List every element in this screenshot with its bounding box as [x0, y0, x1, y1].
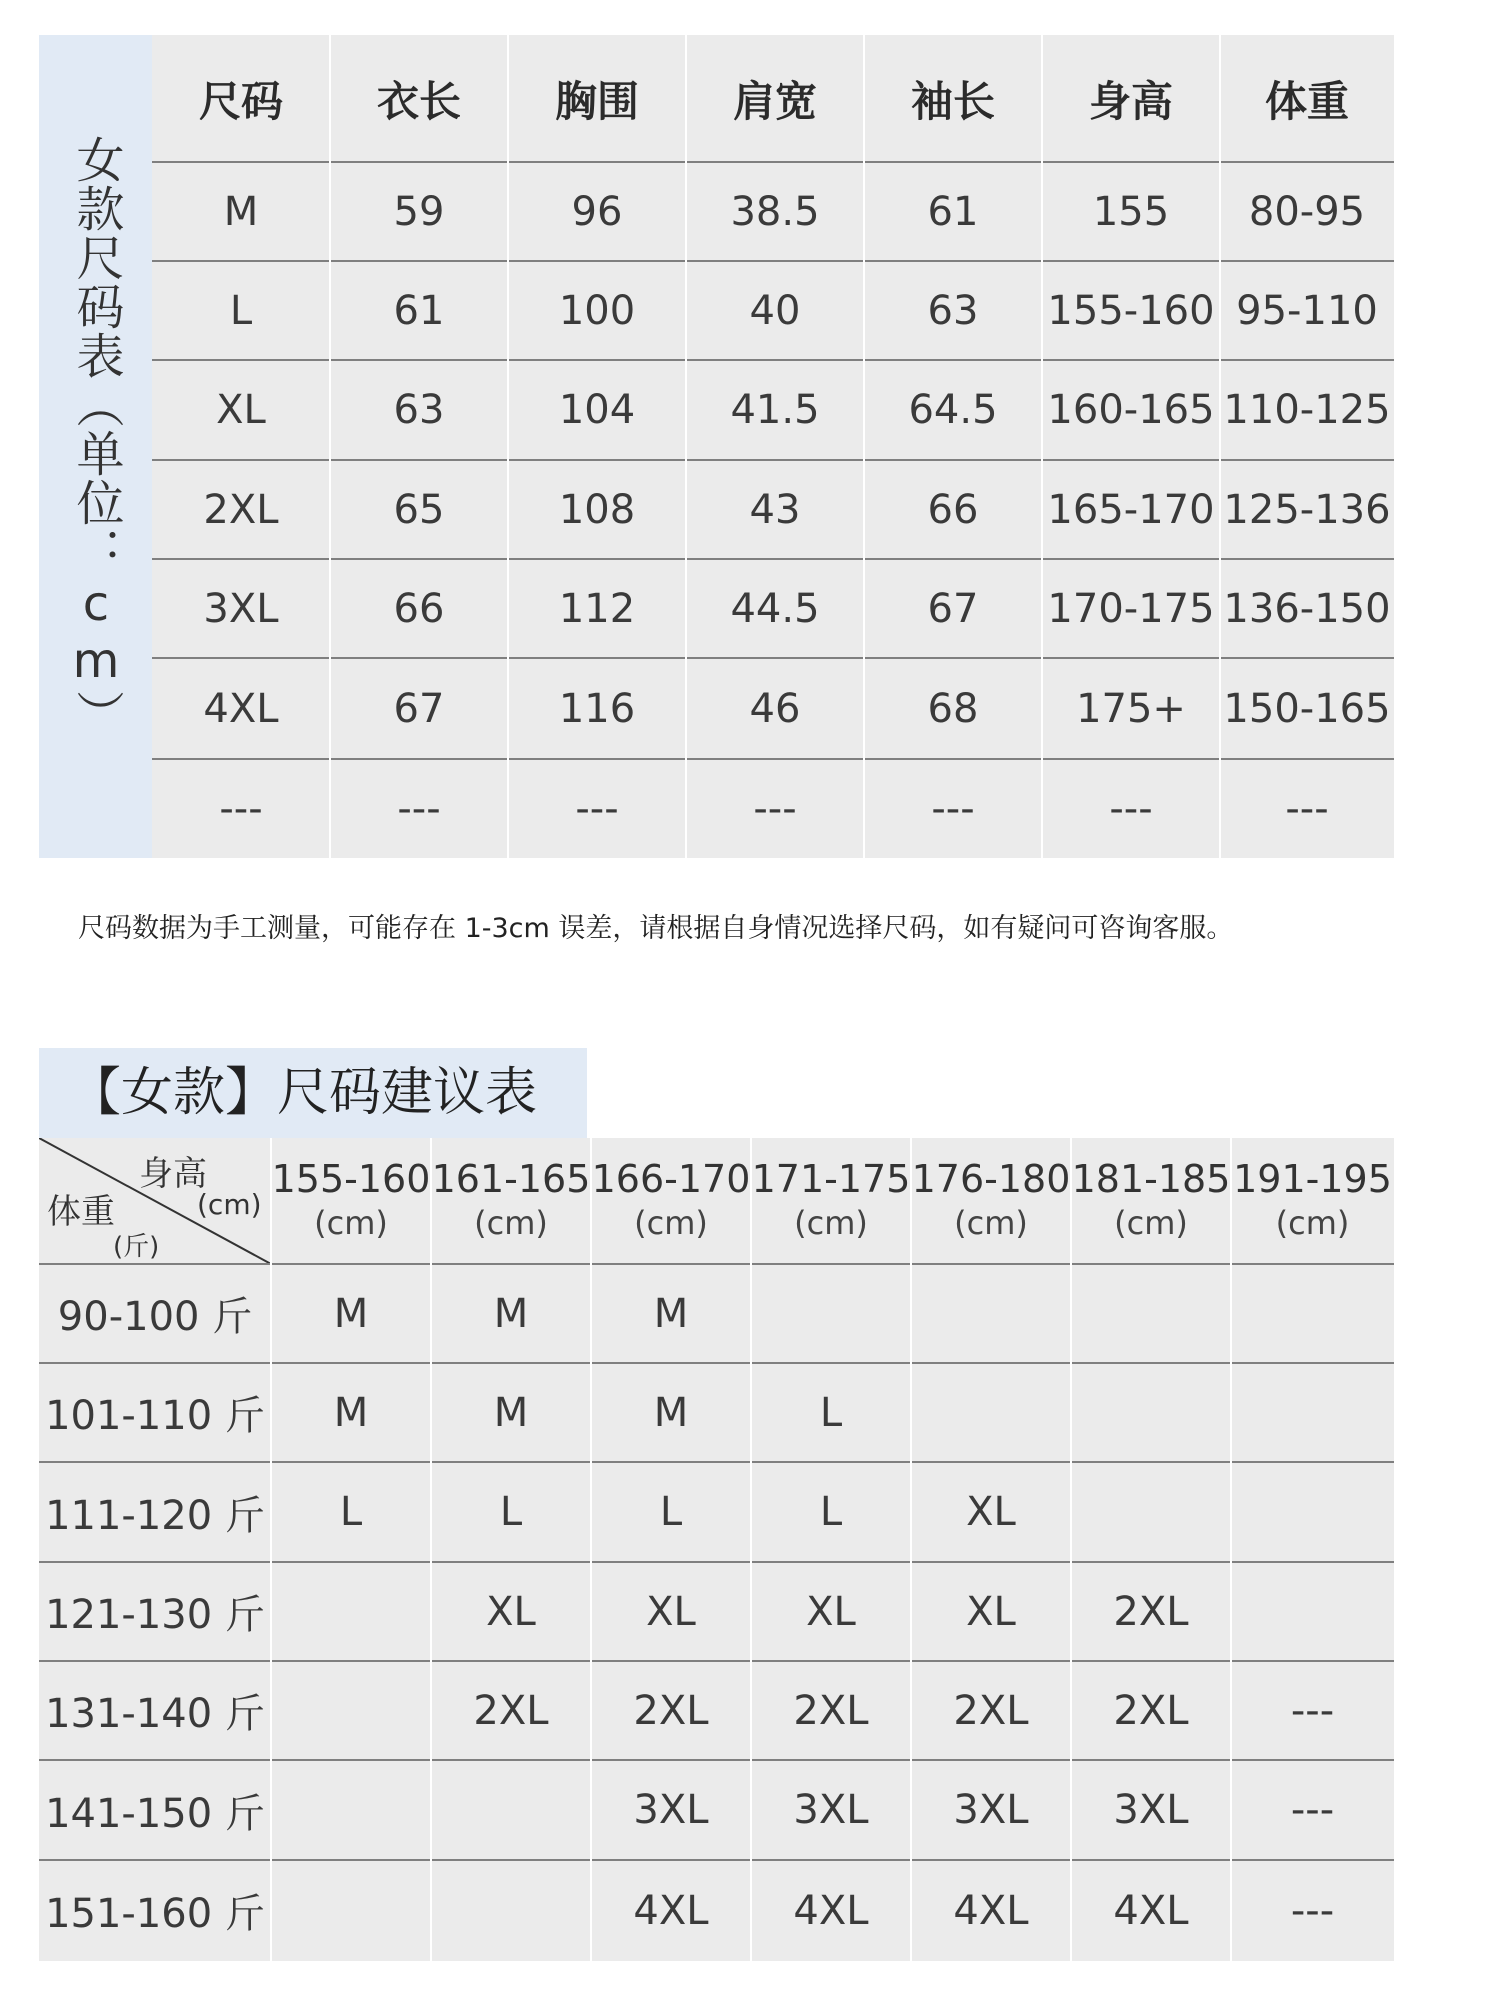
weight-row-label: 121-130 斤 — [45, 1592, 265, 1638]
row-divider — [152, 657, 1394, 659]
size-chart-cell: 170-175 — [1047, 585, 1215, 632]
recommended-size-cell: --- — [1290, 1787, 1335, 1833]
size-chart-cell: 165-170 — [1047, 486, 1215, 533]
size-chart-cell: 155-160 — [1047, 287, 1215, 334]
corner-weight-label: 体重 — [47, 1192, 115, 1232]
recommended-size-cell — [271, 1860, 431, 1961]
size-chart-cell: 63 — [927, 287, 979, 334]
height-column-header — [751, 1138, 911, 1264]
size-chart-cell: 40 — [749, 287, 801, 334]
column-divider — [329, 35, 331, 858]
size-chart-table — [39, 35, 1394, 858]
size-chart-cell: 80-95 — [1248, 188, 1366, 235]
size-chart-cell: XL — [216, 387, 266, 433]
column-divider — [863, 35, 865, 858]
size-chart-grid — [152, 35, 1394, 858]
corner-height-label: 身高 — [139, 1154, 207, 1194]
size-chart-cell: --- — [1285, 785, 1329, 832]
column-divider — [1230, 1138, 1232, 1961]
column-divider — [507, 35, 509, 858]
size-chart-cell: 46 — [749, 685, 801, 732]
recommended-size-cell: --- — [1290, 1887, 1335, 1934]
weight-row-label: 151-160 斤 — [45, 1891, 265, 1937]
weight-row-label: 141-150 斤 — [45, 1790, 265, 1837]
recommended-size-cell: 2XL — [1113, 1687, 1189, 1734]
measurement-note: 尺码数据为手工测量，可能存在 1-3cm 误差，请根据自身情况选择尺码，如有疑问可咨询客服。 — [78, 913, 1234, 944]
recommended-size-cell — [1071, 1462, 1231, 1562]
recommended-size-cell: 2XL — [953, 1687, 1029, 1734]
height-range: 171-175 — [751, 1157, 911, 1201]
size-chart-cell: 68 — [927, 685, 979, 732]
height-column-header — [591, 1138, 751, 1264]
recommendation-title-bar — [39, 1048, 587, 1138]
weight-row-label: 90-100 斤 — [57, 1294, 253, 1340]
row-divider — [39, 1461, 1394, 1463]
recommended-size-cell: XL — [966, 1489, 1016, 1535]
size-chart-cell: 96 — [571, 188, 623, 235]
size-chart-cell: 160-165 — [1047, 387, 1215, 433]
height-unit: (cm) — [474, 1204, 548, 1242]
recommended-size-cell — [271, 1661, 431, 1760]
recommended-size-cell: 4XL — [633, 1887, 709, 1934]
size-chart-cell: M — [223, 188, 259, 235]
size-chart-header-cell: 袖长 — [910, 76, 995, 126]
size-chart-cell: 155 — [1092, 188, 1170, 235]
weight-row-label: 131-140 斤 — [45, 1691, 265, 1737]
recommended-size-cell: XL — [486, 1588, 536, 1635]
row-divider — [39, 1660, 1394, 1662]
size-chart-cell: 61 — [927, 188, 979, 235]
recommended-size-cell — [751, 1264, 911, 1363]
size-chart-cell: 100 — [558, 287, 636, 334]
recommended-size-cell: 3XL — [793, 1787, 869, 1833]
column-divider — [750, 1138, 752, 1961]
recommended-size-cell — [431, 1860, 591, 1961]
row-divider — [152, 161, 1394, 163]
size-chart-cell: 66 — [927, 486, 979, 533]
column-divider — [270, 1138, 272, 1961]
recommended-size-cell: 2XL — [1113, 1588, 1189, 1635]
size-chart-cell: --- — [931, 785, 975, 832]
height-range: 155-160 — [271, 1157, 431, 1201]
size-chart-cell: 67 — [393, 685, 445, 732]
size-chart-cell: L — [229, 287, 253, 334]
size-chart-side-panel — [39, 35, 152, 858]
recommendation-title: 【女款】尺码建议表 — [69, 1063, 538, 1123]
size-chart-cell: 2XL — [203, 486, 279, 533]
size-chart-cell: 150-165 — [1223, 685, 1391, 732]
recommended-size-cell: 3XL — [953, 1787, 1029, 1833]
column-divider — [1219, 35, 1221, 858]
size-chart-cell: --- — [575, 785, 619, 832]
height-column-header — [1071, 1138, 1231, 1264]
height-unit: (cm) — [1275, 1204, 1350, 1242]
row-divider — [152, 359, 1394, 361]
recommended-size-cell: M — [493, 1389, 529, 1436]
recommended-size-cell: M — [333, 1290, 369, 1337]
recommended-size-cell: M — [333, 1389, 369, 1436]
recommended-size-cell: L — [339, 1489, 363, 1535]
height-unit: (cm) — [954, 1204, 1028, 1242]
size-chart-cell: 63 — [393, 387, 445, 433]
recommended-size-cell: 2XL — [633, 1687, 709, 1734]
size-chart-cell: 136-150 — [1223, 585, 1391, 632]
row-divider — [152, 758, 1394, 760]
size-chart-side-title: 女款尺码表（单位：cm） — [68, 135, 124, 739]
corner-height-unit: (cm) — [197, 1188, 262, 1221]
recommended-size-cell: 2XL — [793, 1687, 869, 1734]
recommended-size-cell: L — [819, 1389, 843, 1436]
column-divider — [685, 35, 687, 858]
recommended-size-cell: M — [493, 1290, 529, 1337]
recommended-size-cell: M — [653, 1290, 689, 1337]
row-divider — [152, 260, 1394, 262]
size-chart-cell: 108 — [558, 486, 636, 533]
row-divider — [152, 459, 1394, 461]
size-chart-cell: 43 — [749, 486, 801, 533]
size-chart-cell: 125-136 — [1223, 486, 1391, 533]
size-chart-cell: 4XL — [203, 685, 279, 732]
recommended-size-cell: M — [653, 1389, 689, 1436]
recommended-size-cell — [1231, 1562, 1394, 1661]
recommended-size-cell — [1231, 1363, 1394, 1462]
recommended-size-cell: L — [659, 1489, 683, 1535]
recommended-size-cell: XL — [966, 1588, 1016, 1635]
size-chart-cell: --- — [1109, 785, 1153, 832]
recommended-size-cell: 3XL — [633, 1787, 709, 1833]
recommended-size-cell — [911, 1264, 1071, 1363]
row-divider — [152, 558, 1394, 560]
size-chart-cell: 41.5 — [730, 387, 820, 433]
weight-row-label: 101-110 斤 — [45, 1393, 265, 1439]
size-chart-cell: 66 — [393, 585, 445, 632]
size-chart-cell: 65 — [393, 486, 445, 533]
height-column-header — [271, 1138, 431, 1264]
size-chart-cell: 95-110 — [1236, 287, 1378, 334]
height-unit: (cm) — [634, 1204, 708, 1242]
recommended-size-cell: 4XL — [1113, 1887, 1189, 1934]
recommended-size-cell — [431, 1760, 591, 1860]
height-unit: (cm) — [794, 1204, 868, 1242]
recommended-size-cell: 4XL — [793, 1887, 869, 1934]
recommended-size-cell — [271, 1760, 431, 1860]
size-chart-header-cell: 体重 — [1264, 76, 1349, 126]
size-chart-cell: 175+ — [1076, 685, 1186, 732]
height-range: 161-165 — [431, 1157, 591, 1201]
height-column-header — [431, 1138, 591, 1264]
size-chart-cell: 59 — [393, 188, 445, 235]
recommended-size-cell: XL — [806, 1588, 856, 1635]
size-chart-header-cell: 肩宽 — [732, 76, 817, 126]
recommended-size-cell: 4XL — [953, 1887, 1029, 1934]
row-divider — [39, 1362, 1394, 1364]
size-chart-cell: 110-125 — [1223, 387, 1391, 433]
recommended-size-cell — [271, 1562, 431, 1661]
size-chart-cell: 64.5 — [908, 387, 998, 433]
recommended-size-cell: L — [819, 1489, 843, 1535]
size-chart-header-cell: 身高 — [1088, 76, 1173, 126]
size-chart-cell: 3XL — [203, 585, 279, 632]
size-chart-cell: --- — [219, 785, 263, 832]
weight-row-label: 111-120 斤 — [45, 1492, 265, 1539]
size-chart-cell: 116 — [558, 685, 636, 732]
column-divider — [1070, 1138, 1072, 1961]
column-divider — [1041, 35, 1043, 858]
recommended-size-cell — [911, 1363, 1071, 1462]
size-chart-cell: 38.5 — [730, 188, 820, 235]
recommended-size-cell: 3XL — [1113, 1787, 1189, 1833]
column-divider — [910, 1138, 912, 1961]
row-divider — [39, 1561, 1394, 1563]
column-divider — [430, 1138, 432, 1961]
height-range: 181-185 — [1071, 1157, 1231, 1201]
height-range: 166-170 — [591, 1157, 751, 1201]
column-divider — [590, 1138, 592, 1961]
height-unit: (cm) — [314, 1204, 388, 1242]
recommended-size-cell — [1071, 1363, 1231, 1462]
height-column-header — [911, 1138, 1071, 1264]
height-range: 191-195 — [1233, 1157, 1392, 1201]
recommended-size-cell — [1071, 1264, 1231, 1363]
height-range: 176-180 — [911, 1157, 1071, 1201]
recommended-size-cell: 2XL — [473, 1687, 549, 1734]
size-chart-header-cell: 胸围 — [554, 76, 639, 126]
size-chart-cell: --- — [397, 785, 441, 832]
size-chart-cell: 67 — [927, 585, 979, 632]
row-divider — [39, 1263, 1394, 1265]
height-unit: (cm) — [1114, 1204, 1188, 1242]
size-chart-cell: 104 — [558, 387, 636, 433]
size-chart-cell: 44.5 — [730, 585, 820, 632]
recommended-size-cell: --- — [1290, 1687, 1335, 1734]
height-column-header — [1231, 1138, 1394, 1264]
recommended-size-cell — [1231, 1264, 1394, 1363]
recommended-size-cell: L — [499, 1489, 523, 1535]
size-chart-cell: 61 — [393, 287, 445, 334]
row-divider — [39, 1759, 1394, 1761]
recommendation-table — [39, 1138, 1394, 1961]
row-divider — [39, 1859, 1394, 1861]
recommended-size-cell: XL — [646, 1588, 696, 1635]
recommended-size-cell — [1231, 1462, 1394, 1562]
size-chart-header-cell: 尺码 — [198, 76, 283, 126]
size-chart-header-cell: 衣长 — [376, 76, 461, 126]
size-chart-cell: 112 — [558, 585, 636, 632]
size-chart-cell: --- — [753, 785, 797, 832]
corner-weight-unit: (斤) — [113, 1232, 160, 1262]
